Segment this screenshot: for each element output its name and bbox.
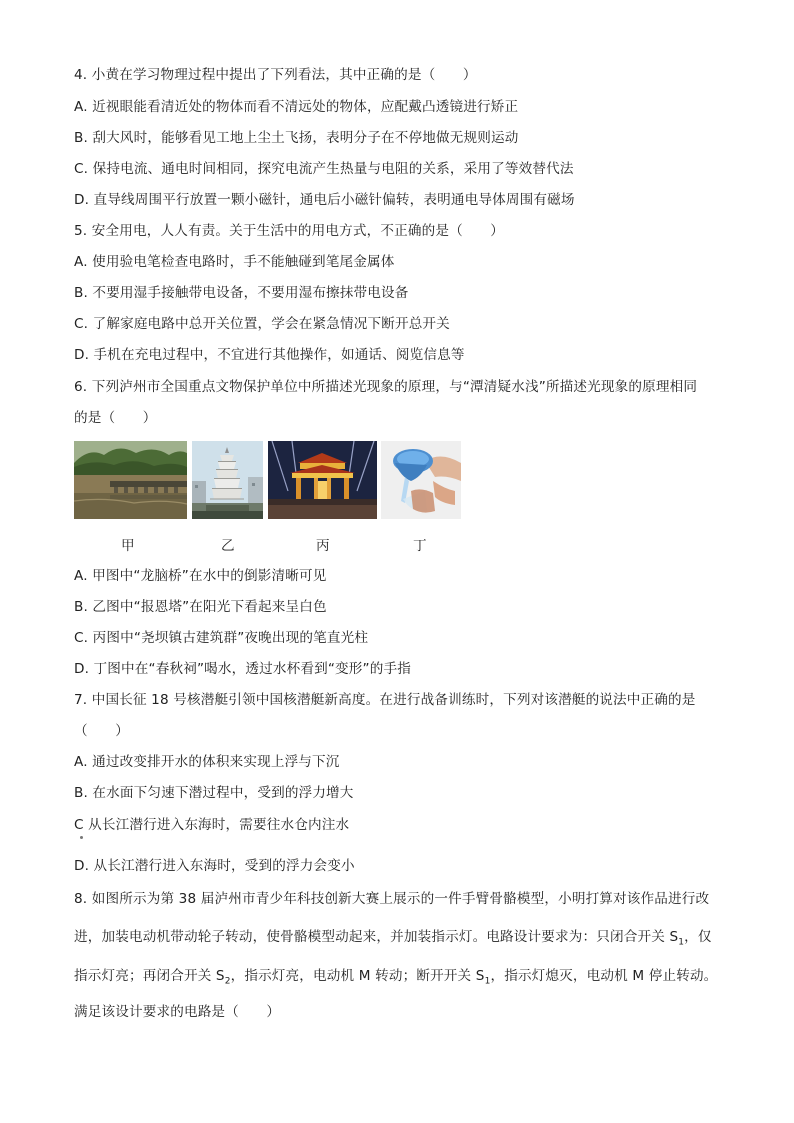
- q8-line3-text-a: 指示灯亮；再闭合开关 S: [74, 968, 225, 984]
- q8-line1: 8. 如图所示为第 38 届泸州市青少年科技创新大赛上展示的一件手臂骨骼模型，小明打算对该作品进行改: [74, 891, 710, 907]
- q5-option-a: A. 使用验电笔检查电路时，手不能触碰到笔尾金属体: [74, 254, 395, 270]
- photo-ding-water-cup: [381, 441, 461, 519]
- q8-line3: [74, 966, 717, 992]
- q8-line2: [74, 927, 712, 953]
- q5-option-c: C. 了解家庭电路中总开关位置，学会在紧急情况下断开总开关: [74, 316, 450, 332]
- q6-option-c: C. 丙图中“尧坝镇古建筑群”夜晚出现的笔直光柱: [74, 630, 369, 646]
- q8-line4: 满足该设计要求的电路是（ ）: [74, 1004, 281, 1020]
- q8-line2-text-a: 进，加装电动机带动轮子转动，使骨骼模型动起来，并加装指示灯。电路设计要求为：只闭合开关 S: [74, 929, 679, 945]
- q8-switch-s2-subscript: 2: [224, 976, 231, 987]
- q6-photo-row: [74, 441, 474, 521]
- stray-dot: [80, 836, 83, 839]
- q4-option-d: D. 直导线周围平行放置一颗小磁针，通电后小磁针偏转，表明通电导体周围有磁场: [74, 192, 575, 208]
- q7-option-b: B. 在水面下匀速下潜过程中，受到的浮力增大: [74, 785, 354, 801]
- q8-line3-text-b: ，指示灯亮，电动机 M 转动；断开开关 S: [230, 968, 485, 984]
- q6-photo-captions: [0, 536, 794, 556]
- q4-option-a: A. 近视眼能看清近处的物体而看不清远处的物体，应配戴凸透镜进行矫正: [74, 99, 519, 115]
- caption-yi: 乙: [221, 538, 235, 554]
- photo-jia-bridge: [74, 441, 187, 519]
- q5-option-d: D. 手机在充电过程中，不宜进行其他操作，如通话、阅览信息等: [74, 347, 465, 363]
- caption-ding: 丁: [413, 538, 427, 554]
- q8-switch-s1-subscript: 1: [678, 937, 685, 948]
- photo-yi-pagoda: [192, 441, 263, 519]
- q6-option-d: D. 丁图中在“春秋祠”喝水，透过水杯看到“变形”的手指: [74, 661, 411, 677]
- q7-stem-line1: 7. 中国长征 18 号核潜艇引领中国核潜艇新高度。在进行战备训练时，下列对该潜艇的说法中正确的是: [74, 692, 696, 708]
- q7-option-c: C 从长江潜行进入东海时，需要往水仓内注水: [74, 817, 350, 833]
- q6-stem-line1: 6. 下列泸州市全国重点文物保护单位中所描述光现象的原理，与“潭清疑水浅”所描述光现象的原理相同: [74, 379, 698, 395]
- q6-option-b: B. 乙图中“报恩塔”在阳光下看起来呈白色: [74, 599, 327, 615]
- q7-option-a: A. 通过改变排开水的体积来实现上浮与下沉: [74, 754, 340, 770]
- q7-stem-line2: （ ）: [74, 723, 129, 739]
- q4-stem: 4. 小黄在学习物理过程中提出了下列看法，其中正确的是（ ）: [74, 67, 477, 83]
- photo-bing-archway: [268, 441, 377, 519]
- q6-stem-line2: 的是（ ）: [74, 410, 157, 426]
- q7-option-d: D. 从长江潜行进入东海时，受到的浮力会变小: [74, 858, 355, 874]
- q4-option-c: C. 保持电流、通电时间相同，探究电流产生热量与电阻的关系，采用了等效替代法: [74, 161, 574, 177]
- q8-line3-text-c: ，指示灯熄灭，电动机 M 停止转动。: [490, 968, 718, 984]
- caption-bing: 丙: [316, 538, 330, 554]
- q8-line2-text-b: ，仅: [684, 929, 712, 945]
- q6-option-a: A. 甲图中“龙脑桥”在水中的倒影清晰可见: [74, 568, 327, 584]
- q5-option-b: B. 不要用湿手接触带电设备，不要用湿布擦抹带电设备: [74, 285, 409, 301]
- q4-option-b: B. 刮大风时，能够看见工地上尘土飞扬，表明分子在不停地做无规则运动: [74, 130, 519, 146]
- q8-switch-s1-subscript-2: 1: [484, 976, 491, 987]
- q5-stem: 5. 安全用电，人人有责。关于生活中的用电方式，不正确的是（ ）: [74, 223, 505, 239]
- caption-jia: 甲: [121, 538, 135, 554]
